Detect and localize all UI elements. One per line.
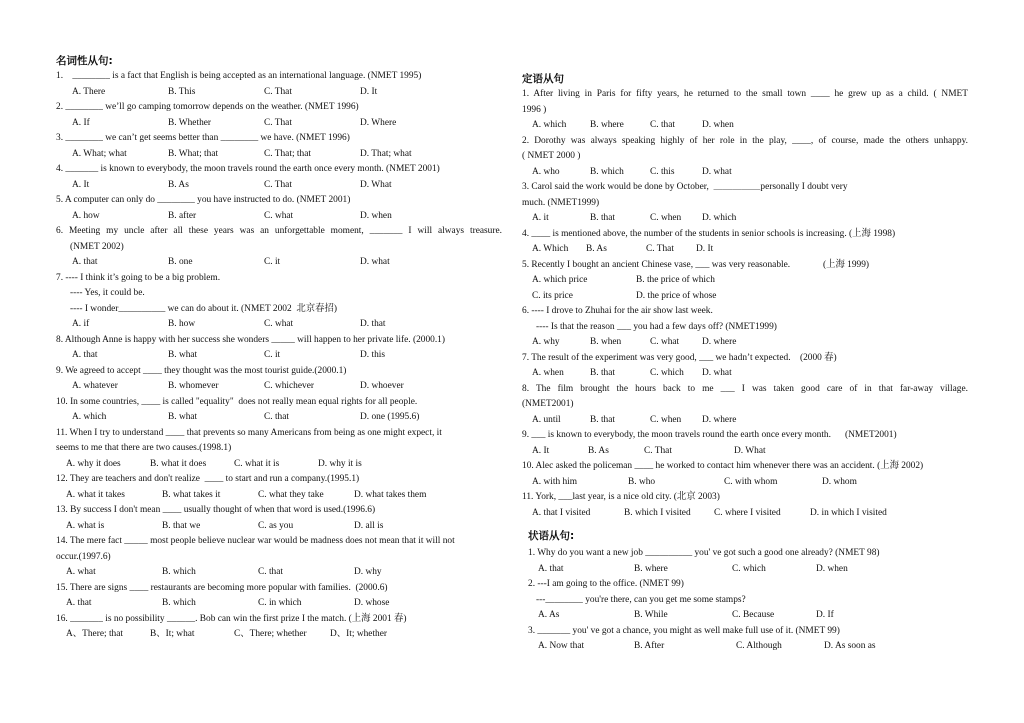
option-b: B. one [168,257,193,267]
option-c: C. with whom [724,476,778,487]
option-c: C. this [650,166,675,177]
option-c: C. what [650,337,680,347]
option-d: D. What [360,179,392,190]
option-a: A. It [532,445,550,456]
option-b: B. that [590,213,615,223]
option-c: C. as you [258,520,294,531]
option-b: B. As [168,179,189,190]
option-d: D. which [702,213,737,223]
question-stem: 7. ---- I think it’s going to be a big problem. [56,272,221,283]
option-d: D. whom [822,476,857,487]
question-stem: 2. Dorothy was always speaking highly of her role in the play, ____, of course, made the others unhappy. [522,135,968,146]
option-b: B. that we [162,520,201,531]
question-stem: 4. _______ is known to everybody, the moon travels round the earth once every month. (NMET 2001) [56,164,440,174]
answer-options [56,255,502,271]
answer-options [522,608,968,624]
option-b: B. which [162,598,196,608]
option-d: D. one (1995.6) [360,412,420,422]
option-b: B. After [634,641,665,651]
question-stem: 7. The result of the experiment was very good, ___ we hadn’t expected. (2000 春) [522,352,837,363]
option-d: D. all is [354,520,384,531]
answer-options [56,85,502,101]
question-stem: 2. ---I am going to the office. (NMET 99) [528,579,684,589]
option-c: C. when [650,213,682,223]
question-stem-continued: occur.(1997.6) [56,551,111,562]
option-d: D. What [734,445,766,456]
question-stem: 6. ---- I drove to Zhuhai for the air show last week. [522,306,713,316]
option-c: C. That [264,86,292,97]
option-d: D. when [816,563,848,574]
option-a: A. Which [532,244,569,254]
option-a: A. that [72,350,98,360]
clause-sections-right [522,72,968,655]
option-c: C、There; whether [234,629,307,639]
option-b: B. how [168,319,196,329]
question-stem: 3. _______ you' ve got a chance, you might as well make full use of it. (NMET 99) [528,625,840,636]
option-b: B. which [590,166,624,177]
question-stem: 4. ____ is mentioned above, the number of the students in senior schools is increasing. (上海 1998) [522,228,896,239]
option-c: C. that [650,120,675,130]
option-b: B. what [168,350,198,360]
question-stem: 3. Carol said the work would be done by October, ＿＿＿＿＿personally I doubt very [522,182,848,192]
question-stem-continued: ---- Is that the reason ___ you had a few days off? (NMET1999) [536,321,777,332]
answer-options [522,444,968,460]
option-d: D. where [702,414,737,425]
answer-options [56,596,502,612]
option-c: C. its price [532,290,573,301]
answer-options [56,116,502,132]
answer-options [56,317,502,333]
question-stem-continued: 1996 ) [522,104,547,115]
option-b: B. what takes it [162,489,221,500]
option-b: B. who [628,476,656,487]
option-a: A. why [532,337,560,347]
question-stem: 15. There are signs ____ restaurants are becoming more popular with families. (2000.6) [56,582,388,593]
option-b: B. What; that [168,148,219,159]
option-a: A. It [72,179,90,190]
answer-options [522,165,968,181]
option-c: C. what they take [258,489,324,500]
option-c: C. That [646,244,674,254]
option-a: A. which [532,120,567,130]
option-c: C. that [264,412,289,422]
question-stem: 2. ________ we’ll go camping tomorrow depends on the weather. (NMET 1996) [56,102,359,112]
option-b: B、It; what [150,629,195,639]
option-c: C. what [264,210,294,221]
option-d: D. whoever [360,381,404,391]
option-c: C. it [264,257,281,267]
option-b: B. after [168,210,197,221]
option-a: A. whatever [72,381,118,391]
option-b: B. where [634,563,668,574]
option-d: D. Where [360,117,397,128]
option-b: B. whomever [168,381,219,391]
answer-options [522,562,968,578]
question-stem: 16. _______ is no possibility ______. Bob can win the first prize I the match. (上海 2001 春) [56,613,407,624]
answer-options [522,413,968,429]
option-a: A. how [72,210,100,221]
option-b: B. what [168,412,198,422]
option-a: A. that I visited [532,507,591,518]
option-d: D. in which I visited [810,507,887,518]
option-b: B. As [586,244,607,254]
option-a: A. what is [66,520,105,531]
question-stem: 9. ___ is known to everybody, the moon travels round the earth once every month. (NMET2001) [522,430,897,440]
question-stem-continued: much. (NMET1999) [522,197,600,208]
option-a: A. when [532,368,564,378]
option-b: B. what it does [150,458,207,469]
option-d: D. when [702,120,734,130]
answer-options [56,410,502,426]
option-d: D. whose [354,598,390,608]
option-a: A. what [66,567,96,577]
answer-options [56,348,502,364]
option-d: D、It; whether [330,629,388,639]
question-stem-continued: ---- Yes, it could be. [70,288,145,298]
option-c: C. where I visited [714,507,781,518]
option-a: A. it [532,213,549,223]
option-b: B. when [590,337,622,347]
answer-options [56,379,502,395]
option-d: D. It [360,86,378,97]
question-stem: 14. The mere fact _____ most people believe nuclear war would be madness does not mean that it will not [56,536,455,546]
section-heading-attributive-clauses: 定语从句 [522,73,564,85]
question-stem: 8. Although Anne is happy with her success she wonders _____ will happen to her private life. (2000.1) [56,334,445,345]
option-c: C. That [264,179,292,190]
noun-clause-section [56,54,502,643]
option-d: D. this [360,350,386,360]
option-c: C. when [650,414,682,425]
question-stem: 8. The film brought the hours back to me ___ I was taken good care of in that far-away village. [522,383,968,394]
option-d: D. when [360,210,392,221]
question-stem-continued: ---- I wonder__________ we can do about it. (NMET 2002 北京春招) [70,303,337,314]
option-b: B. which I visited [624,507,691,518]
option-a: A. As [538,610,560,620]
option-d: D. As soon as [824,641,876,651]
question-stem: 5. Recently I bought an ancient Chinese vase, ___ was very reasonable. (上海 1999) [522,259,870,270]
option-d: D. what [702,368,732,378]
option-c: C. in which [258,598,302,608]
option-c: C. That; that [264,148,311,159]
question-stem: 6. Meeting my uncle after all these years was an unforgettable moment, _______ I will always treasure. [56,226,502,236]
option-b: B. As [588,445,609,456]
question-stem: 1. After living in Paris for fifty years, he returned to the small town ____ he grew up as a child. ( NMET [522,89,968,99]
option-c: C. what it is [234,458,280,469]
question-stem-continued: (NMET 2002) [70,241,124,252]
answer-options [56,519,502,535]
question-stem: 1. Why do you want a new job __________ you' ve got such a good one already? (NMET 98) [528,548,880,558]
question-stem-continued: ( NMET 2000 ) [522,151,581,161]
option-c: C. whichever [264,381,314,391]
option-c: C. which [732,563,766,574]
answer-options [522,211,968,227]
question-stem-continued: seems to me that there are two causes.(1998.1) [56,443,232,453]
answer-options [522,289,968,305]
option-a: A. Now that [538,641,585,651]
option-d: D. That; what [360,148,412,159]
option-a: A. that [538,563,564,574]
question-stem: 11. When I try to understand ____ that prevents so many Americans from being as one might expect, it [56,427,442,438]
answer-options [522,242,968,258]
option-b: B. where [590,120,624,130]
option-c: C. That [644,445,672,456]
option-c: C. That [264,117,292,128]
option-d: D. what [702,166,732,177]
option-c: C. that [258,567,283,577]
answer-options [522,118,968,134]
answer-options [56,488,502,504]
option-a: A. with him [532,476,578,487]
section-heading-adverbial-clauses: 状语从句: [528,530,575,542]
option-d: D. why [354,567,382,577]
option-a: A. what it takes [66,489,125,500]
answer-options [56,209,502,225]
option-d: D. If [816,610,834,620]
option-d: D. what [360,257,390,267]
option-c: C. what [264,319,294,329]
option-a: A. why it does [66,458,121,469]
option-b: B. which [162,567,196,577]
option-d: D. the price of whose [636,290,717,301]
option-a: A. that [72,257,98,267]
question-stem-continued: (NMET2001) [522,399,574,409]
option-b: B. that [590,368,615,378]
option-b: B. that [590,414,615,425]
question-stem: 10. In some countries, ____ is called "equality" does not really mean equal rights for all people. [56,396,418,407]
question-stem: 1. ________ is a fact that English is being accepted as an international language. (NMET 1995) [56,71,422,81]
option-d: D. that [360,319,386,329]
option-a: A. who [532,166,560,177]
option-b: B. the price of which [636,275,715,285]
option-a: A. until [532,414,561,425]
option-c: C. Because [732,610,775,620]
answer-options [522,335,968,351]
question-stem: 13. By success I don't mean ____ usually thought of when that word is used.(1996.6) [56,505,376,515]
option-d: D. what takes them [354,489,427,500]
option-a: A. What; what [72,148,127,159]
answer-options [56,565,502,581]
option-b: B. Whether [168,117,212,128]
answer-options [522,639,968,655]
option-a: A. if [72,319,90,329]
option-b: B. This [168,86,196,97]
question-stem-continued: ---________ you're there, can you get me some stamps? [536,594,746,605]
option-a: A. If [72,117,90,128]
option-d: D. where [702,337,737,347]
option-a: A. that [66,598,92,608]
answer-options [522,366,968,382]
question-stem: 11. York, ___last year, is a nice old city. (北京 2003) [522,492,720,502]
question-stem: 10. Alec asked the policeman ____ he worked to contact him whenever there was an accident. (上海 2002) [522,461,924,471]
question-stem: 9. We agreed to accept ____ they thought was the most tourist guide.(2000.1) [56,365,347,376]
answer-options [522,506,968,522]
option-a: A. which [72,412,107,422]
option-c: C. it [264,350,281,360]
option-d: D. why it is [318,458,362,469]
option-b: B. While [634,610,668,620]
answer-options [56,178,502,194]
answer-options [522,273,968,289]
option-a: A. which price [532,275,588,285]
answer-options [522,475,968,491]
answer-options [56,457,502,473]
question-stem: 5. A computer can only do ________ you have instructed to do. (NMET 2001) [56,195,351,205]
question-stem: 12. They are teachers and don't realize ____ to start and run a company.(1995.1) [56,474,360,484]
answer-options [56,147,502,163]
option-d: D. It [696,244,714,254]
option-a: A、There; that [66,629,124,639]
option-a: A. There [72,86,106,97]
option-c: C. Although [736,641,782,651]
option-c: C. which [650,368,684,378]
section-heading-noun-clauses: 名词性从句: [56,55,113,67]
question-stem: 3. ________ we can’t get seems better than ________ we have. (NMET 1996) [56,133,350,143]
answer-options [56,627,502,643]
